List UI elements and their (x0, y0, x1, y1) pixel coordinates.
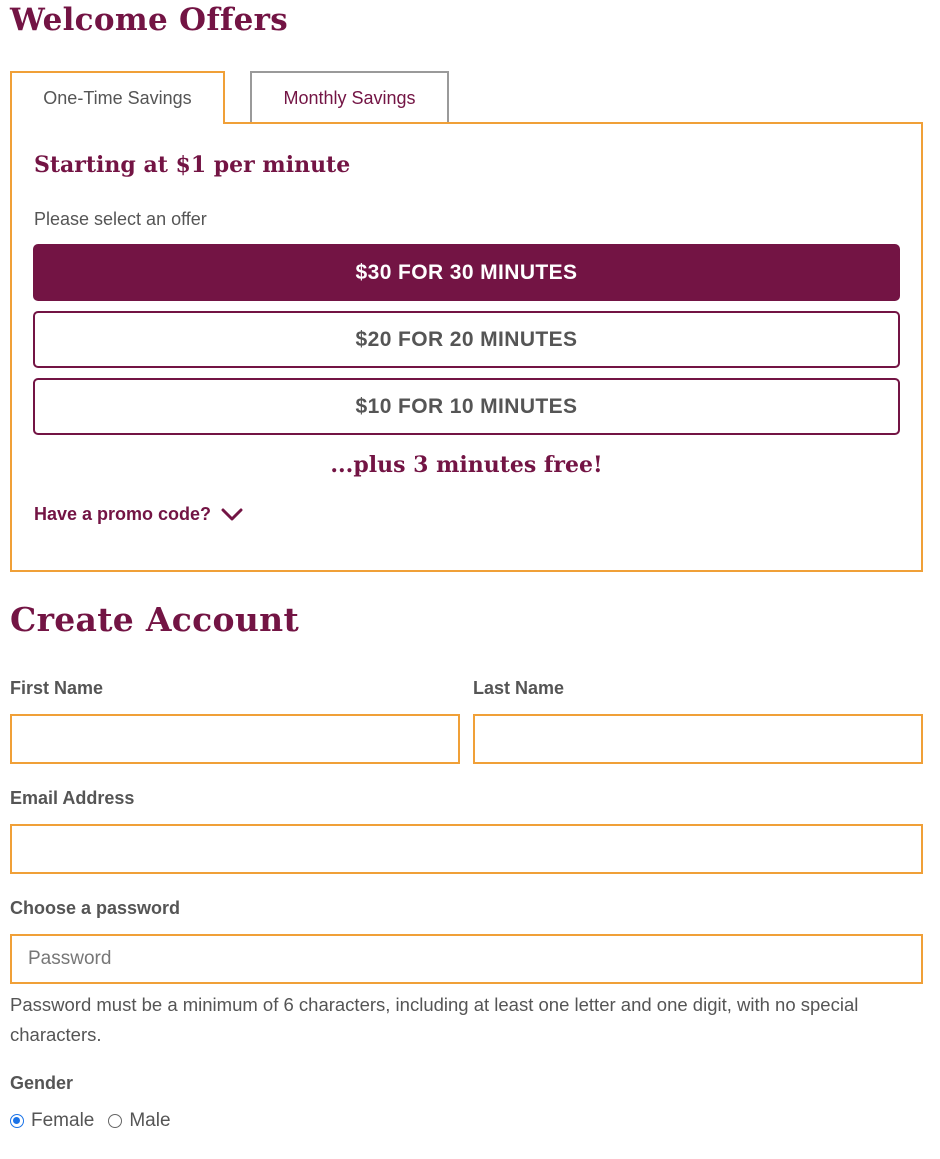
gender-female-radio[interactable] (10, 1114, 24, 1128)
last-name-label: Last Name (473, 678, 565, 698)
offer-option-30[interactable]: $30 FOR 30 MINUTES (33, 244, 900, 301)
offer-option-20[interactable]: $20 FOR 20 MINUTES (33, 311, 900, 368)
create-account-title: Create Account (10, 600, 299, 639)
tab-one-time-savings[interactable]: One-Time Savings (10, 71, 225, 124)
last-name-field[interactable] (473, 714, 923, 764)
gender-radio-group (10, 1110, 185, 1132)
promo-code-label: Have a promo code? (34, 504, 212, 524)
chevron-down-icon (221, 508, 243, 522)
promo-code-toggle[interactable] (34, 504, 243, 525)
first-name-field[interactable] (10, 714, 460, 764)
offer-heading: Starting at $1 per minute (34, 152, 351, 178)
gender-label: Gender (10, 1073, 74, 1093)
gender-male-radio[interactable] (108, 1114, 122, 1128)
password-label: Choose a password (10, 898, 181, 918)
gender-male-label[interactable]: Male (129, 1110, 171, 1131)
offer-panel (10, 122, 923, 572)
offer-subtext: Please select an offer (34, 209, 207, 229)
password-help-text: Password must be a minimum of 6 characters, including at least one letter and one digit, with no special characters. (10, 994, 859, 1045)
email-label: Email Address (10, 788, 135, 808)
email-field[interactable] (10, 824, 923, 874)
page-title: Welcome Offers (10, 2, 289, 38)
first-name-label: First Name (10, 678, 104, 698)
bonus-text: ...plus 3 minutes free! (330, 452, 603, 478)
password-field[interactable] (10, 934, 923, 984)
offer-option-10[interactable]: $10 FOR 10 MINUTES (33, 378, 900, 435)
tab-monthly-savings[interactable]: Monthly Savings (250, 71, 449, 123)
gender-female-label[interactable]: Female (31, 1110, 95, 1131)
